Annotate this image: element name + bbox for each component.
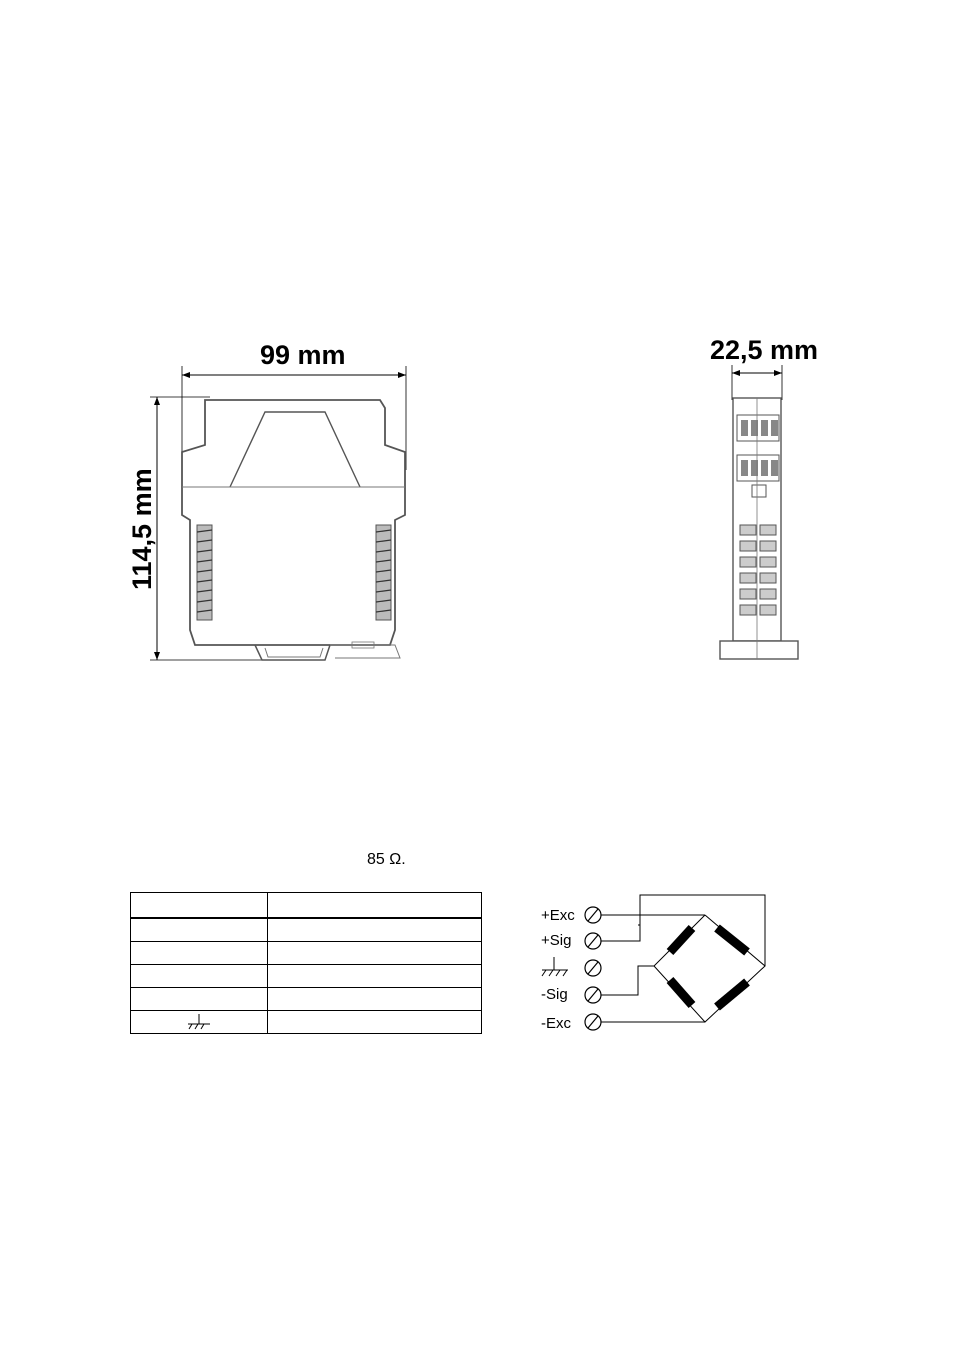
resistor-icon — [717, 928, 747, 952]
wiring-table — [130, 892, 482, 1034]
table-header-row — [131, 893, 482, 919]
terminal-label-minus-exc: -Exc — [541, 1015, 571, 1032]
table-row — [131, 918, 482, 942]
terminal-screw-icon — [585, 907, 601, 923]
ground-icon — [542, 957, 568, 976]
terminal-screw-icon — [585, 933, 601, 949]
terminal-label-plus-exc: +Exc — [541, 907, 575, 924]
resistor-icon — [717, 982, 747, 1007]
terminal-screw-icon — [585, 987, 601, 1003]
table-row — [131, 988, 482, 1011]
terminal-screw-icon — [585, 1014, 601, 1030]
resistance-note: 85 Ω. — [367, 851, 406, 868]
table-row — [131, 942, 482, 965]
table-row — [131, 1011, 482, 1034]
depth-label: 22,5 mm — [710, 335, 819, 365]
terminal-label-minus-sig: -Sig — [541, 986, 568, 1003]
height-label: 114,5 mm — [127, 468, 157, 590]
resistor-icon — [670, 928, 692, 952]
terminal-screw-icon — [585, 960, 601, 976]
resistor-icon — [670, 980, 692, 1005]
width-label: 99 mm — [260, 340, 346, 370]
table-row — [131, 965, 482, 988]
bridge-diagram — [530, 890, 780, 1040]
terminal-label-plus-sig: +Sig — [541, 932, 572, 949]
ground-icon — [184, 1012, 214, 1030]
